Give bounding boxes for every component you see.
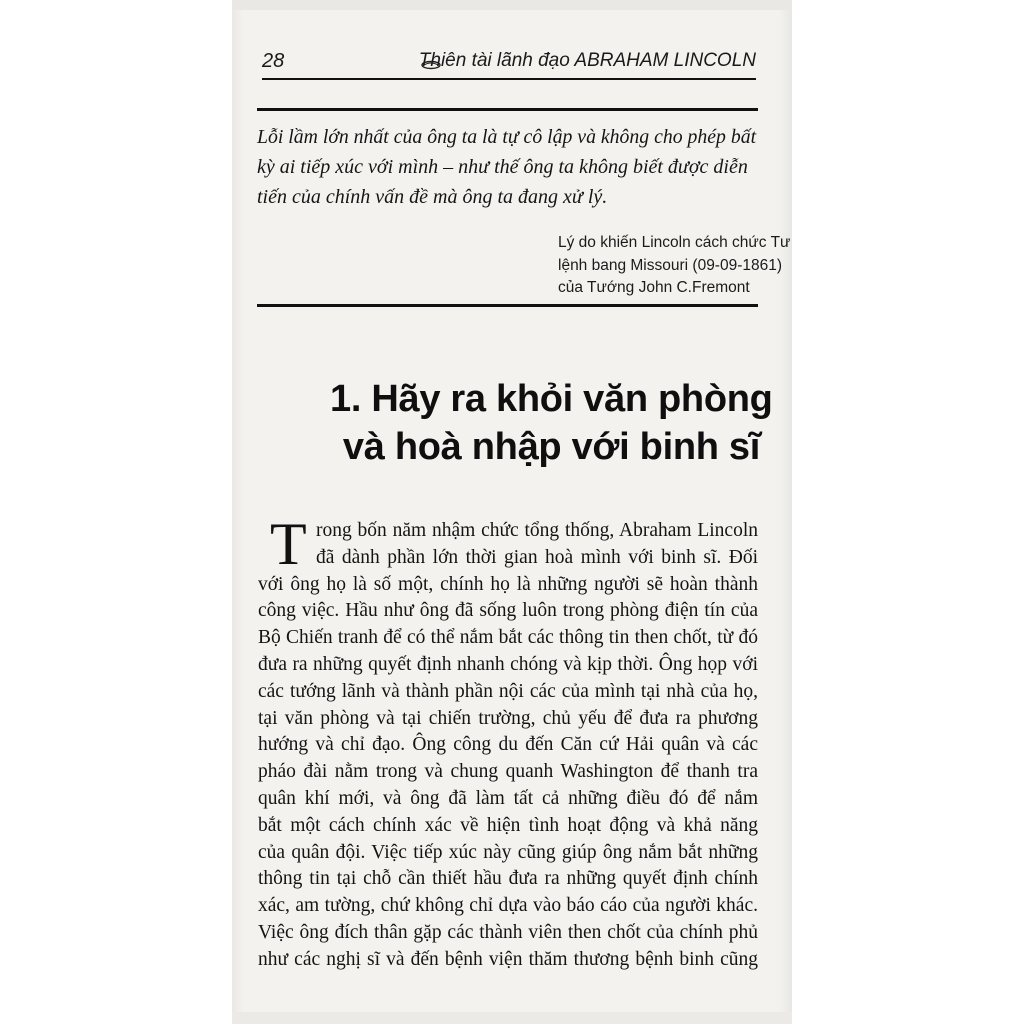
body-line: với ông họ là số một, chính họ là những người sẽ hoàn thành [258, 573, 758, 595]
body-line: rong bốn năm nhậm chức tổng thống, Abraham Lincoln [316, 520, 758, 541]
header-rule [262, 78, 756, 80]
quote-rule-top [257, 108, 758, 111]
quote-line: tiến của chính vấn đề mà ông ta đang xử lý. [257, 186, 608, 208]
body-line: công việc. Hầu như ông đã sống luôn trong phòng điện tín của [258, 600, 758, 622]
body-line: thông tin tại chỗ cần thiết hầu đưa ra những quyết định chính [258, 868, 758, 890]
quote-line: Lỗi lầm lớn nhất của ông ta là tự cô lập và không cho phép bất [257, 126, 757, 148]
epigraph-quote [257, 122, 758, 212]
running-head [262, 48, 756, 78]
quote-rule-bottom [257, 304, 758, 307]
body-line: như các nghị sĩ và đến bệnh viện thăm thương bệnh binh cũng [258, 948, 758, 970]
quote-attribution [558, 232, 791, 300]
body-line: của quân đội. Việc tiếp xúc này cũng giúp ông nắm bắt những [258, 841, 758, 863]
chapter-title-line: 1. Hãy ra khỏi văn phòng [330, 378, 773, 420]
book-title: Thiên tài lãnh đạo ABRAHAM LINCOLN [418, 50, 756, 71]
body-line: đưa ra những quyết định nhanh chóng và kịp thời. Ông họp với [258, 653, 758, 675]
page-bottom-edge [232, 1012, 792, 1024]
body-line: xác, am tường, chứ không chỉ dựa vào báo cáo của người khác. [258, 895, 758, 917]
attribution-line: lệnh bang Missouri (09-09-1861) [558, 256, 783, 274]
body-line: tại văn phòng và tại chiến trường, chủ yếu để đưa ra phương [258, 707, 758, 729]
chapter-title [330, 375, 773, 471]
body-line: Việc ông đích thân gặp các thành viên then chốt của chính phủ [258, 921, 758, 943]
quote-line: kỳ ai tiếp xúc với mình – như thế ông ta không biết được diễn [257, 156, 748, 178]
drop-cap: T [270, 511, 307, 577]
body-line: Bộ Chiến tranh để có thể nắm bắt các thông tin then chốt, từ đó [258, 627, 758, 649]
body-line: pháo đài nằm trong và chung quanh Washington để thanh tra [258, 761, 758, 783]
body-line: đã dành phần lớn thời gian hoà mình với binh sĩ. Đối [316, 546, 758, 568]
chapter-title-line: và hoà nhập với binh sĩ [342, 426, 760, 468]
body-line: các tướng lãnh và thành phần nội các của mình tại nhà của họ, [258, 680, 758, 702]
attribution-line: của Tướng John C.Fremont [558, 279, 750, 296]
body-line: quân khí mới, và ông đã làm tất cả những điều đó để nắm [258, 787, 758, 809]
body-line: bắt một cách chính xác về hiện tình hoạt động và khả năng [258, 814, 758, 836]
body-paragraph [258, 511, 758, 974]
page-number: 28 [262, 50, 285, 72]
attribution-line: Lý do khiến Lincoln cách chức Tư [558, 234, 791, 251]
body-line: hướng và chỉ đạo. Ông công du đến Căn cứ Hải quân và các [258, 734, 758, 756]
page-top-edge [232, 0, 792, 10]
